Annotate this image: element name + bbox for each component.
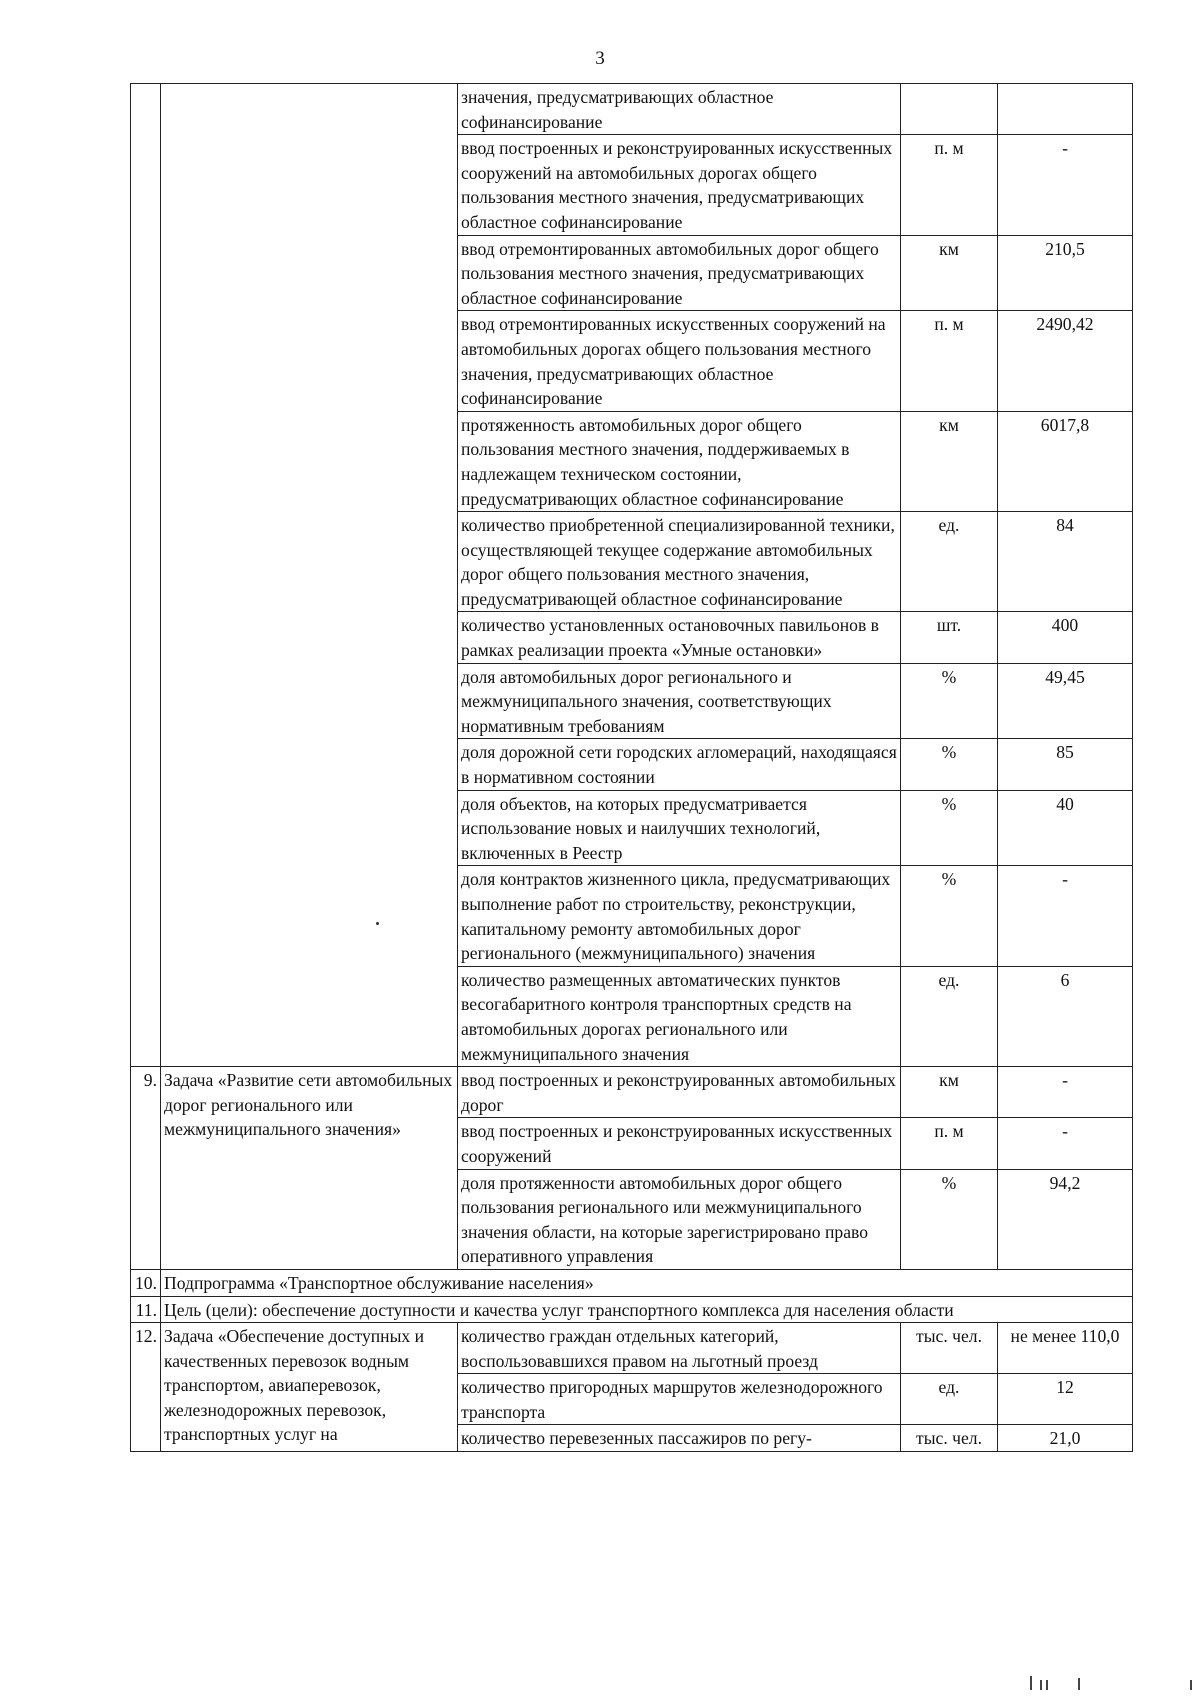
indicator-cell: ввод отремонтированных искусственных сооружений на автомобильных дорогах общего пользования местного значения, предусматривающих областное софинансирование <box>458 311 901 411</box>
indicator-cell: доля объектов, на которых предусматривается использование новых и наилучших технологий, включенных в Реестр <box>458 790 901 866</box>
unit-cell: км <box>901 235 998 311</box>
value-cell: 40 <box>998 790 1133 866</box>
indicator-cell: доля контрактов жизненного цикла, предусматривающих выполнение работ по строительству, реконструкции, капитальному ремонту автомобильных дорог регионального (межмуниципального) значения <box>458 866 901 966</box>
value-cell: 84 <box>998 512 1133 612</box>
scan-mark <box>1040 1680 1042 1690</box>
indicator-cell: доля протяженности автомобильных дорог общего пользования регионального или межмуниципального значения области, на которые зарегистрировано право оперативного управления <box>458 1169 901 1269</box>
unit-cell: ед. <box>901 966 998 1066</box>
value-cell: 12 <box>998 1374 1133 1425</box>
unit-cell: % <box>901 1169 998 1269</box>
unit-cell: тыс. чел. <box>901 1425 998 1452</box>
value-cell: 210,5 <box>998 235 1133 311</box>
subprogram-cell: Подпрограмма «Транспортное обслуживание населения» <box>161 1269 1133 1296</box>
row-number-cell: 12. <box>131 1323 161 1452</box>
value-cell: не менее 110,0 <box>998 1323 1133 1374</box>
value-cell <box>998 84 1133 135</box>
indicators-table <box>130 83 1133 1452</box>
scan-mark <box>1046 1680 1048 1690</box>
indicator-cell: количество размещенных автоматических пунктов весогабаритного контроля транспортных средств на автомобильных дорогах регионального или межмуниципального значения <box>458 966 901 1066</box>
indicator-cell: ввод отремонтированных автомобильных дорог общего пользования местного значения, предусматривающих областное софинансирование <box>458 235 901 311</box>
table-row <box>131 1323 1133 1374</box>
value-cell: 6 <box>998 966 1133 1066</box>
scan-speck <box>376 922 379 925</box>
indicator-cell: количество пригородных маршрутов железнодорожного транспорта <box>458 1374 901 1425</box>
indicator-cell: доля автомобильных дорог регионального и межмуниципального значения, соответствующих нормативным требованиям <box>458 663 901 739</box>
unit-cell: ед. <box>901 512 998 612</box>
goal-cell: Цель (цели): обеспечение доступности и качества услуг транспортного комплекса для населения области <box>161 1296 1133 1323</box>
unit-cell: п. м <box>901 311 998 411</box>
value-cell: - <box>998 866 1133 966</box>
unit-cell: п. м <box>901 1118 998 1169</box>
value-cell: - <box>998 1067 1133 1118</box>
table-row <box>131 84 1133 135</box>
indicator-cell: ввод построенных и реконструированных автомобильных дорог <box>458 1067 901 1118</box>
table-row <box>131 1269 1133 1296</box>
value-cell: 2490,42 <box>998 311 1133 411</box>
unit-cell: % <box>901 663 998 739</box>
scan-mark <box>1190 1680 1192 1690</box>
unit-cell: тыс. чел. <box>901 1323 998 1374</box>
unit-cell: п. м <box>901 135 998 235</box>
indicator-cell: доля дорожной сети городских агломераций, находящаяся в нормативном состоянии <box>458 739 901 790</box>
indicator-cell: протяженность автомобильных дорог общего пользования местного значения, поддерживаемых в надлежащем техническом состоянии, предусматривающих областное софинансирование <box>458 411 901 511</box>
unit-cell: км <box>901 1067 998 1118</box>
indicator-cell: количество установленных остановочных павильонов в рамках реализации проекта «Умные остановки» <box>458 612 901 663</box>
value-cell: 94,2 <box>998 1169 1133 1269</box>
indicator-cell: ввод построенных и реконструированных искусственных сооружений на автомобильных дорогах общего пользования местного значения, предусматривающих областное софинансирование <box>458 135 901 235</box>
indicator-cell: количество приобретенной специализированной техники, осуществляющей текущее содержание автомобильных дорог общего пользования местного значения, предусматривающей областное софинансирование <box>458 512 901 612</box>
table-row <box>131 1067 1133 1118</box>
value-cell: - <box>998 135 1133 235</box>
unit-cell: % <box>901 790 998 866</box>
unit-cell: км <box>901 411 998 511</box>
scan-mark <box>1030 1676 1032 1690</box>
indicator-cell: значения, предусматривающих областное софинансирование <box>458 84 901 135</box>
indicator-cell: количество граждан отдельных категорий, воспользовавшихся правом на льготный проезд <box>458 1323 901 1374</box>
indicator-cell: ввод построенных и реконструированных искусственных сооружений <box>458 1118 901 1169</box>
scan-mark <box>1078 1678 1080 1690</box>
value-cell: 21,0 <box>998 1425 1133 1452</box>
value-cell: - <box>998 1118 1133 1169</box>
unit-cell: % <box>901 866 998 966</box>
value-cell: 49,45 <box>998 663 1133 739</box>
unit-cell <box>901 84 998 135</box>
row-number-cell <box>131 84 161 1067</box>
row-number-cell: 10. <box>131 1269 161 1296</box>
unit-cell: шт. <box>901 612 998 663</box>
row-number-cell: 11. <box>131 1296 161 1323</box>
page-number: 3 <box>595 48 605 69</box>
table-row <box>131 1296 1133 1323</box>
unit-cell: % <box>901 739 998 790</box>
task-cell: Задача «Развитие сети автомобильных дорог регионального или межмуниципального значения» <box>161 1067 458 1270</box>
row-number-cell: 9. <box>131 1067 161 1270</box>
task-cell <box>161 84 458 1067</box>
unit-cell: ед. <box>901 1374 998 1425</box>
value-cell: 400 <box>998 612 1133 663</box>
indicator-cell: количество перевезенных пассажиров по регу- <box>458 1425 901 1452</box>
value-cell: 6017,8 <box>998 411 1133 511</box>
value-cell: 85 <box>998 739 1133 790</box>
task-cell: Задача «Обеспечение доступных и качественных перевозок водным транспортом, авиаперевозок, железнодорожных перевозок, транспортных услуг на <box>161 1323 458 1452</box>
